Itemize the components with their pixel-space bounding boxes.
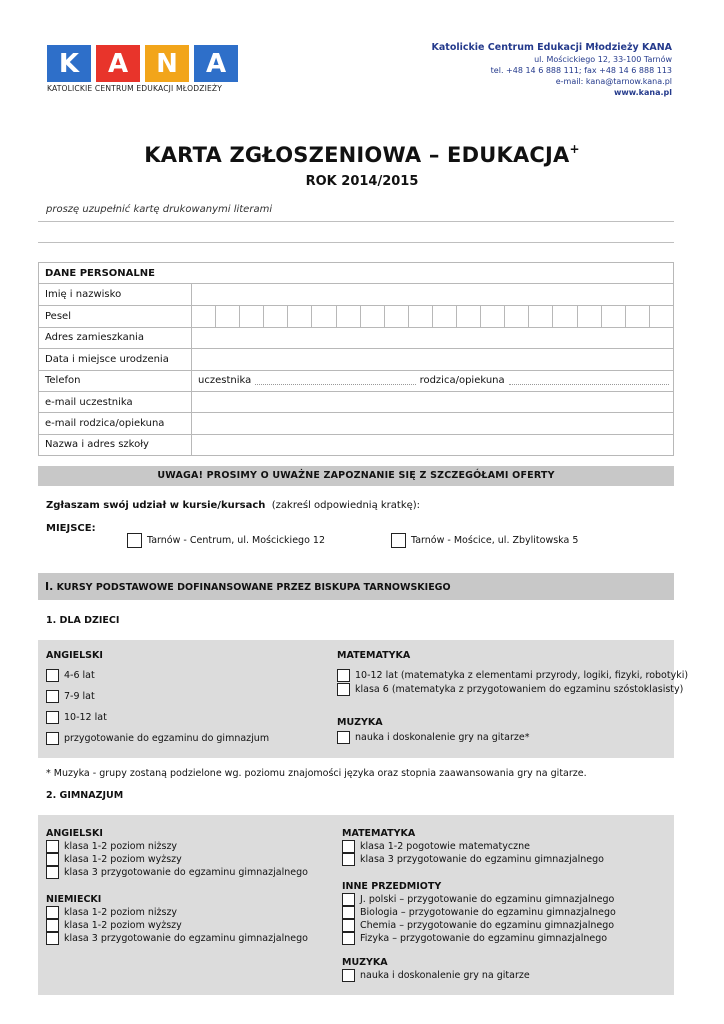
option-label: 10-12 lat (matematyka z elementami przyrody, logiki, fizyki, robotyki)	[355, 670, 689, 681]
kids-music-caption: MUZYKA	[337, 717, 383, 728]
section-prefix: I.	[45, 580, 54, 593]
checkbox[interactable]	[46, 906, 59, 919]
org-info	[432, 42, 673, 98]
gym-english-option[interactable]	[46, 840, 177, 853]
kids-english-option[interactable]	[46, 690, 95, 703]
logo-subtitle: KATOLICKIE CENTRUM EDUKACJI MŁODZIEŻY	[47, 84, 223, 93]
pesel-cell[interactable]	[361, 306, 385, 327]
option-label: Biologia – przygotowanie do egzaminu gimnazjalnego	[360, 907, 616, 918]
checkbox[interactable]	[46, 840, 59, 853]
title-sup: +	[569, 142, 580, 156]
option-label: klasa 1-2 pogotowie matematyczne	[360, 841, 530, 852]
phone-parent-line[interactable]	[509, 376, 669, 385]
option-label: Chemia – przygotowanie do egzaminu gimnazjalnego	[360, 920, 615, 931]
pesel-cell[interactable]	[433, 306, 457, 327]
pesel-cell[interactable]	[553, 306, 577, 327]
logo-letter-n: N	[145, 45, 189, 82]
enroll-bold: Zgłaszam swój udział w kursie/kursach	[46, 500, 266, 511]
phone-field[interactable]	[192, 370, 674, 391]
phone-participant-line[interactable]	[255, 376, 415, 385]
kids-title: 1. DLA DZIECI	[46, 615, 120, 626]
checkbox[interactable]	[342, 919, 355, 932]
personal-header: DANE PERSONALNE	[39, 263, 674, 284]
place-label: MIEJSCE:	[46, 523, 96, 534]
logo-letter-a: A	[96, 45, 140, 82]
logo-letter-a2: A	[194, 45, 238, 82]
checkbox[interactable]	[46, 732, 59, 745]
enroll-line	[46, 500, 420, 511]
option-label: klasa 1-2 poziom wyższy	[64, 854, 182, 865]
footnote: * Muzyka - grupy zostaną podzielone wg. poziomu znajomości języka oraz stopnia zaawansowania gry na gitarze.	[46, 768, 587, 779]
checkbox[interactable]	[342, 906, 355, 919]
org-website[interactable]: www.kana.pl	[613, 88, 672, 97]
pesel-cell[interactable]	[288, 306, 312, 327]
option-label: klasa 3 przygotowanie do egzaminu gimnazjalnego	[64, 867, 308, 878]
kids-english-option[interactable]	[46, 732, 269, 745]
pesel-cell[interactable]	[505, 306, 529, 327]
kids-math-option[interactable]	[337, 669, 688, 682]
checkbox[interactable]	[342, 893, 355, 906]
kids-math-caption: MATEMATYKA	[337, 650, 411, 661]
row-label: Telefon	[39, 370, 192, 391]
divider	[38, 242, 674, 243]
page-title	[0, 142, 724, 167]
org-name: Katolickie Centrum Edukacji Młodzieży KANA	[431, 42, 672, 53]
row-label: Nazwa i adres szkoły	[39, 434, 192, 455]
birth-field[interactable]	[192, 349, 674, 370]
enroll-note: (zakreśl odpowiednią kratkę):	[271, 500, 421, 511]
gym-other-caption: INNE PRZEDMIOTY	[342, 881, 442, 892]
option-label: klasa 3 przygotowanie do egzaminu gimnazjalnego	[64, 933, 308, 944]
option-label: nauka i doskonalenie gry na gitarze*	[355, 732, 530, 743]
org-address: ul. Mościckiego 12, 33-100 Tarnów	[534, 55, 672, 64]
email-parent-field[interactable]	[192, 413, 674, 434]
option-label: 10-12 lat	[64, 712, 107, 723]
pesel-cell[interactable]	[626, 306, 650, 327]
row-label: Data i miejsce urodzenia	[39, 349, 192, 370]
pesel-cell[interactable]	[385, 306, 409, 327]
checkbox[interactable]	[342, 969, 355, 982]
option-label: klasa 1-2 poziom niższy	[64, 907, 178, 918]
pesel-cell[interactable]	[312, 306, 336, 327]
gym-math-option[interactable]	[342, 840, 530, 853]
pesel-cell[interactable]	[457, 306, 481, 327]
pesel-cell[interactable]	[529, 306, 553, 327]
kids-english-option[interactable]	[46, 669, 95, 682]
section-heading	[38, 573, 674, 600]
checkbox[interactable]	[337, 731, 350, 744]
option-label: klasa 1-2 poziom niższy	[64, 841, 178, 852]
pesel-cell[interactable]	[192, 306, 216, 327]
gym-other-option[interactable]	[342, 919, 614, 932]
pesel-cell[interactable]	[240, 306, 264, 327]
option-label: J. polski – przygotowanie do egzaminu gimnazjalnego	[360, 894, 615, 905]
kids-english-caption: ANGIELSKI	[46, 650, 103, 661]
row-label: Imię i nazwisko	[39, 284, 192, 305]
option-label: klasa 1-2 poziom wyższy	[64, 920, 182, 931]
option-label: klasa 6 (matematyka z przygotowaniem do egzaminu szóstoklasisty)	[355, 684, 684, 695]
pesel-cell[interactable]	[578, 306, 602, 327]
gym-english-caption: ANGIELSKI	[46, 828, 103, 839]
checkbox[interactable]	[46, 690, 59, 703]
address-field[interactable]	[192, 327, 674, 348]
checkbox[interactable]	[342, 853, 355, 866]
gym-german-option[interactable]	[46, 906, 177, 919]
option-label: Tarnów - Mościce, ul. Zbylitowska 5	[411, 535, 579, 546]
checkbox[interactable]	[46, 711, 59, 724]
option-label: nauka i doskonalenie gry na gitarze	[360, 970, 530, 981]
row-label: e-mail uczestnika	[39, 391, 192, 412]
checkbox[interactable]	[46, 853, 59, 866]
place-option-moscice[interactable]	[391, 533, 578, 548]
name-field[interactable]	[192, 284, 674, 305]
year: ROK 2014/2015	[305, 174, 419, 189]
phone-participant-label: uczestnika	[198, 375, 252, 387]
gym-music-caption: MUZYKA	[342, 957, 388, 968]
kids-music-option[interactable]	[337, 731, 529, 744]
pesel-cell[interactable]	[481, 306, 505, 327]
option-label: 4-6 lat	[64, 670, 95, 681]
personal-data-table	[38, 262, 674, 456]
gym-other-option[interactable]	[342, 932, 607, 945]
org-email[interactable]: e-mail: kana@tarnow.kana.pl	[555, 77, 672, 86]
gym-german-option[interactable]	[46, 932, 308, 945]
checkbox[interactable]	[127, 533, 142, 548]
option-label: klasa 3 przygotowanie do egzaminu gimnazjalnego	[360, 854, 604, 865]
checkbox[interactable]	[342, 840, 355, 853]
option-label: przygotowanie do egzaminu do gimnazjum	[64, 733, 270, 744]
gym-german-caption: NIEMIECKI	[46, 894, 102, 905]
gym-english-option[interactable]	[46, 866, 308, 879]
option-label: 7-9 lat	[64, 691, 95, 702]
hint: proszę uzupełnić kartę drukowanymi literami	[46, 204, 273, 215]
row-label: Adres zamieszkania	[39, 327, 192, 348]
pesel-cell[interactable]	[602, 306, 626, 327]
checkbox[interactable]	[46, 919, 59, 932]
school-field[interactable]	[192, 434, 674, 455]
gym-math-option[interactable]	[342, 853, 604, 866]
warning-banner: UWAGA! PROSIMY O UWAŻNE ZAPOZNANIE SIĘ Z SZCZEGÓŁAMI OFERTY	[38, 466, 674, 486]
pesel-cell[interactable]	[650, 306, 673, 327]
kids-math-option[interactable]	[337, 683, 683, 696]
gym-music-option[interactable]	[342, 969, 530, 982]
gym-other-option[interactable]	[342, 906, 616, 919]
option-label: Tarnów - Centrum, ul. Mościckiego 12	[147, 535, 325, 546]
gym-title: 2. GIMNAZJUM	[46, 790, 124, 801]
checkbox[interactable]	[46, 866, 59, 879]
gym-math-caption: MATEMATYKA	[342, 828, 416, 839]
email-participant-field[interactable]	[192, 391, 674, 412]
pesel-cell[interactable]	[264, 306, 288, 327]
checkbox[interactable]	[391, 533, 406, 548]
checkbox[interactable]	[46, 669, 59, 682]
checkbox[interactable]	[46, 932, 59, 945]
pesel-field[interactable]	[192, 305, 674, 327]
logo-letter-k: K	[47, 45, 91, 82]
checkbox[interactable]	[337, 669, 350, 682]
divider	[38, 221, 674, 222]
org-phone: tel. +48 14 6 888 111; fax +48 14 6 888 113	[490, 66, 672, 75]
row-label: e-mail rodzica/opiekuna	[39, 413, 192, 434]
gym-other-option[interactable]	[342, 893, 614, 906]
gym-german-option[interactable]	[46, 919, 182, 932]
checkbox[interactable]	[342, 932, 355, 945]
section-title: KURSY PODSTAWOWE DOFINANSOWANE PRZEZ BISKUPA TARNOWSKIEGO	[53, 582, 451, 593]
pesel-cell[interactable]	[216, 306, 240, 327]
title-text: KARTA ZGŁOSZENIOWA – EDUKACJA	[144, 143, 570, 167]
row-label: Pesel	[39, 305, 192, 327]
phone-parent-label: rodzica/opiekuna	[419, 375, 505, 387]
place-option-centrum[interactable]	[127, 533, 325, 548]
kids-english-option[interactable]	[46, 711, 107, 724]
checkbox[interactable]	[337, 683, 350, 696]
option-label: Fizyka – przygotowanie do egzaminu gimnazjalnego	[360, 933, 608, 944]
pesel-cell[interactable]	[409, 306, 433, 327]
pesel-cell[interactable]	[337, 306, 361, 327]
gym-english-option[interactable]	[46, 853, 182, 866]
